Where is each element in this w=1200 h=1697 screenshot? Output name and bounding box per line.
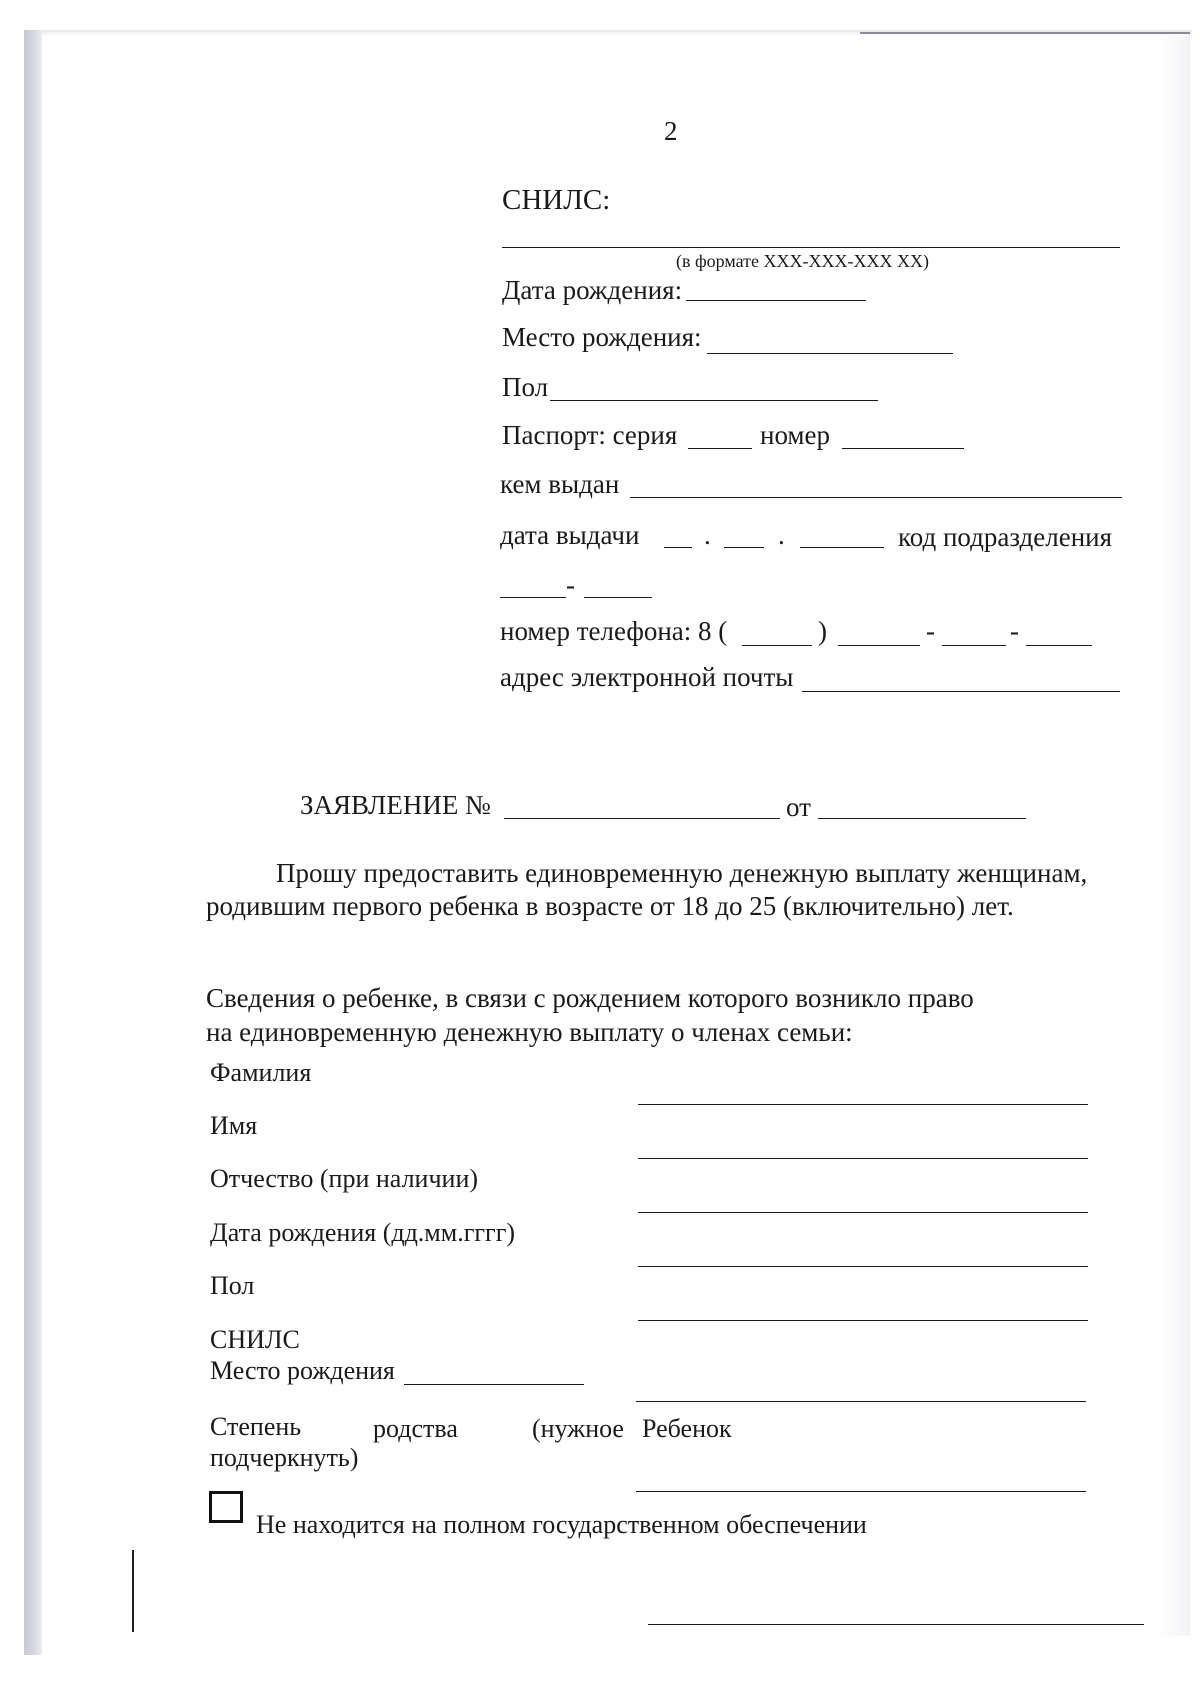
issue-day-field[interactable] xyxy=(664,547,692,548)
child-gender-label: Пол xyxy=(210,1271,255,1300)
phone-dash-1: - xyxy=(926,616,935,646)
child-gender-field[interactable] xyxy=(638,1320,1088,1321)
snils-label: СНИЛС: xyxy=(502,184,611,216)
state-support-checkbox[interactable] xyxy=(209,1491,243,1523)
birth-date-field[interactable] xyxy=(686,300,866,301)
relation-label-line-2: подчеркнуть) xyxy=(210,1443,359,1472)
issue-date-dot-1: . xyxy=(704,520,711,550)
issued-by-field[interactable] xyxy=(630,497,1122,498)
issue-month-field[interactable] xyxy=(724,547,764,548)
child-intro-line-1: Сведения о ребенке, в связи с рождением которого возникло право xyxy=(206,983,974,1013)
phone-dash-2: - xyxy=(1010,616,1019,646)
scan-right-shade xyxy=(1160,36,1190,1636)
child-birth-place-label: Место рождения xyxy=(210,1356,395,1385)
email-field[interactable] xyxy=(802,691,1120,692)
dept-code-part1-field[interactable] xyxy=(500,597,566,598)
dept-code-dash: - xyxy=(566,570,575,600)
gender-label: Пол xyxy=(502,372,549,402)
page-number: 2 xyxy=(664,116,678,146)
phone-label: номер телефона: 8 ( xyxy=(500,616,728,646)
request-line-1: Прошу предоставить единовременную денежную выплату женщинам, xyxy=(276,858,1088,888)
child-name-field[interactable] xyxy=(638,1158,1088,1159)
child-snils-field[interactable] xyxy=(636,1401,1086,1402)
issue-date-dot-2: . xyxy=(778,520,785,550)
child-birth-place-inline-field[interactable] xyxy=(404,1384,584,1385)
margin-bar xyxy=(132,1550,134,1632)
phone-part1-field[interactable] xyxy=(838,645,920,646)
child-surname-field[interactable] xyxy=(638,1104,1088,1105)
phone-code-field[interactable] xyxy=(742,645,812,646)
child-snils-label: СНИЛС xyxy=(210,1325,300,1354)
relation-label-word-3: (нужное xyxy=(532,1414,624,1443)
child-patronymic-label: Отчество (при наличии) xyxy=(210,1164,479,1193)
email-label: адрес электронной почты xyxy=(500,662,794,692)
dept-code-part2-field[interactable] xyxy=(584,597,652,598)
passport-number-label: номер xyxy=(760,420,831,450)
birth-place-field[interactable] xyxy=(707,353,953,354)
child-birth-date-label: Дата рождения (дд.мм.гггг) xyxy=(210,1218,516,1247)
birth-place-label: Место рождения: xyxy=(502,322,702,352)
snils-field[interactable] xyxy=(502,247,1120,248)
snils-format-hint: (в формате XXX-XXX-XXX XX) xyxy=(676,251,930,271)
relation-field[interactable] xyxy=(636,1491,1086,1492)
birth-date-label: Дата рождения: xyxy=(502,275,683,305)
scan-top-line xyxy=(860,32,1190,34)
from-label: от xyxy=(786,792,811,822)
state-support-label: Не находится на полном государственном обеспечении xyxy=(256,1510,867,1539)
application-title: ЗАЯВЛЕНИЕ № xyxy=(300,790,491,820)
issue-date-label: дата выдачи xyxy=(500,520,640,550)
scan-left-edge xyxy=(24,30,42,1655)
phone-part3-field[interactable] xyxy=(1026,645,1092,646)
child-intro-line-2: на единовременную денежную выплату о членах семьи: xyxy=(206,1017,853,1047)
passport-number-field[interactable] xyxy=(842,448,964,449)
phone-part2-field[interactable] xyxy=(942,645,1006,646)
child-name-label: Имя xyxy=(210,1111,258,1140)
relation-label-word-2: родства xyxy=(373,1414,458,1443)
gender-field[interactable] xyxy=(550,400,878,401)
application-date-field[interactable] xyxy=(818,818,1026,819)
request-line-2: родившим первого ребенка в возрасте от 18 до 25 (включительно) лет. xyxy=(206,891,1014,921)
child-birth-date-field[interactable] xyxy=(638,1266,1088,1267)
passport-series-field[interactable] xyxy=(688,448,752,449)
relation-value[interactable]: Ребенок xyxy=(642,1414,732,1443)
issue-year-field[interactable] xyxy=(800,547,884,548)
child-surname-label: Фамилия xyxy=(210,1058,312,1087)
dept-code-label: код подразделения xyxy=(898,522,1113,552)
application-number-field[interactable] xyxy=(504,818,780,819)
signature-field[interactable] xyxy=(648,1624,1144,1625)
phone-close-paren: ) xyxy=(818,616,827,646)
issued-by-label: кем выдан xyxy=(500,469,620,499)
relation-label-word-1: Степень xyxy=(210,1412,302,1441)
child-patronymic-field[interactable] xyxy=(638,1212,1088,1213)
passport-series-label: Паспорт: серия xyxy=(502,420,678,450)
